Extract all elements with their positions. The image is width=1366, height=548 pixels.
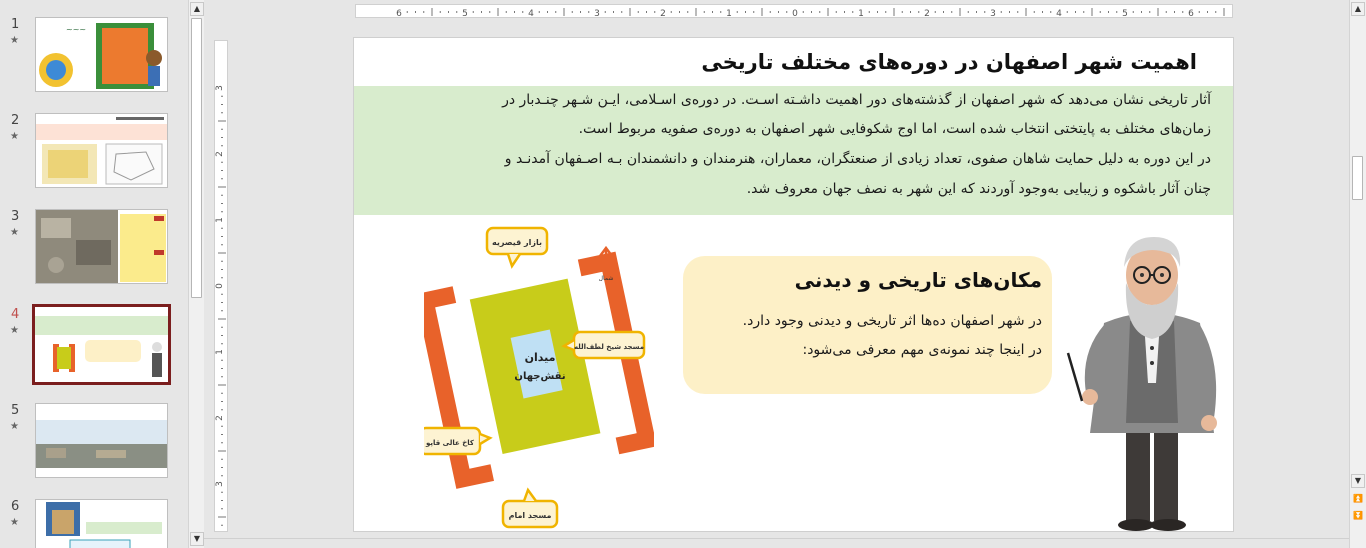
ruler-label: 0 [215,283,225,289]
slide-number: 6 [11,499,20,514]
places-box-title: مکان‌های تاریخی و دیدنی [794,268,1042,292]
intro-line: چنان آثار باشکوه و زیبایی به‌وجود آوردند که این شهر به نصف جهان معروف شد. [746,181,1211,197]
intro-line: در این دوره به دلیل حمایت شاهان صفوی، تعداد زیادی از صنعتگران، معماران، هنرمندان و دانشمندان بـه اصـفهان آمدنـد و [504,151,1211,167]
scrollbar-thumb[interactable] [191,18,202,298]
places-box-line: در اینجا چند نمونه‌ی مهم معرفی می‌شود: [802,342,1042,358]
ruler-label: 5 [462,9,468,19]
slide-number: 5 [11,403,20,418]
intro-text-band[interactable] [354,86,1234,215]
ruler-label: 1 [858,9,864,19]
slide-number: 3 [11,209,20,224]
naqsh-jahan-map[interactable] [424,220,654,532]
ruler-label: 6 [396,9,402,19]
scroll-down-arrow-icon[interactable]: ▼ [190,532,204,546]
callout-ali-qapu [424,428,490,454]
slide-preview-selected [32,304,171,385]
svg-text:مسجد امام: مسجد امام [508,511,552,520]
callout-bazaar [487,228,547,266]
ruler-label: 2 [660,9,666,19]
scrollbar-thumb[interactable] [1352,156,1363,200]
ruler-label: 3 [215,85,225,91]
ruler-label: 0 [792,9,798,19]
places-info-box[interactable] [683,256,1052,394]
slide-preview [35,209,168,284]
animation-star-icon: ★ [10,131,19,142]
scroll-up-arrow-icon[interactable]: ▲ [190,2,204,16]
animation-star-icon: ★ [10,517,19,528]
slide-preview [35,403,168,478]
ruler-label: 2 [215,415,225,421]
ruler-label: 2 [215,151,225,157]
slide-preview [35,113,168,188]
callout-imam-mosque [503,490,557,527]
scroll-up-arrow-icon[interactable]: ▲ [1351,2,1365,16]
animation-star-icon: ★ [10,421,19,432]
ruler-label: 3 [990,9,996,19]
slide-title[interactable]: اهمیت شهر اصفهان در دوره‌های مختلف تاریخی [701,50,1197,74]
callout-sheikh-lotfollah [564,332,644,358]
teacher-character-image[interactable] [1064,233,1234,532]
ruler-label: 2 [924,9,930,19]
ruler-label: 3 [215,481,225,487]
next-slide-icon[interactable]: ⏬ [1353,511,1363,520]
ruler-label: 3 [594,9,600,19]
horizontal-scroll-area [204,538,1349,548]
slide-canvas[interactable] [353,37,1234,532]
svg-text:کاخ عالی قاپو: کاخ عالی قاپو [426,439,474,447]
svg-text:بازار قیصریه: بازار قیصریه [492,238,542,247]
svg-text:~~~: ~~~ [66,25,87,34]
pointer-stick [1068,353,1082,401]
previous-slide-icon[interactable]: ⏫ [1353,494,1363,503]
slide-preview [35,499,168,548]
ruler-label: 4 [528,9,534,19]
ruler-label: 6 [1188,9,1194,19]
places-box-line: در شهر اصفهان ده‌ها اثر تاریخی و دیدنی وجود دارد. [742,313,1042,329]
map-center-label: میدان [524,351,556,364]
slide-number: 1 [11,17,20,32]
slide-number: 4 [11,307,20,322]
map-center-label-2: نقش‌جهان [514,371,566,382]
ruler-label: 1 [726,9,732,19]
animation-star-icon: ★ [10,325,19,336]
thumbnail-scrollbar[interactable] [188,0,204,548]
slide-thumbnails-pane [0,0,188,548]
slide-number: 2 [11,113,20,128]
slide-scrollbar[interactable] [1349,0,1366,548]
ruler-label: 1 [215,217,225,223]
intro-line: زمان‌های مختلف به پایتختی انتخاب شده است، اما اوج شکوفایی شهر اصفهان به دوره‌ی صفویه مربوط است. [578,121,1211,137]
horizontal-ruler[interactable] [355,4,1233,18]
scroll-down-arrow-icon[interactable]: ▼ [1351,474,1365,488]
ruler-label: 5 [1122,9,1128,19]
ruler-label: 1 [215,349,225,355]
svg-text:مسجد شیخ لطف‌الله: مسجد شیخ لطف‌الله [573,343,645,351]
vertical-ruler[interactable] [214,40,228,532]
ruler-label: 4 [1056,9,1062,19]
animation-star-icon: ★ [10,35,19,46]
animation-star-icon: ★ [10,227,19,238]
intro-line: آثار تاریخی نشان می‌دهد که شهر اصفهان از گذشته‌های دور اهمیت داشـته اسـت. در دوره‌ی اسـلامی، ایـن شـهر چنـدبار در [502,92,1211,108]
svg-text:شمال: شمال [598,275,614,282]
slide-preview [35,17,168,92]
